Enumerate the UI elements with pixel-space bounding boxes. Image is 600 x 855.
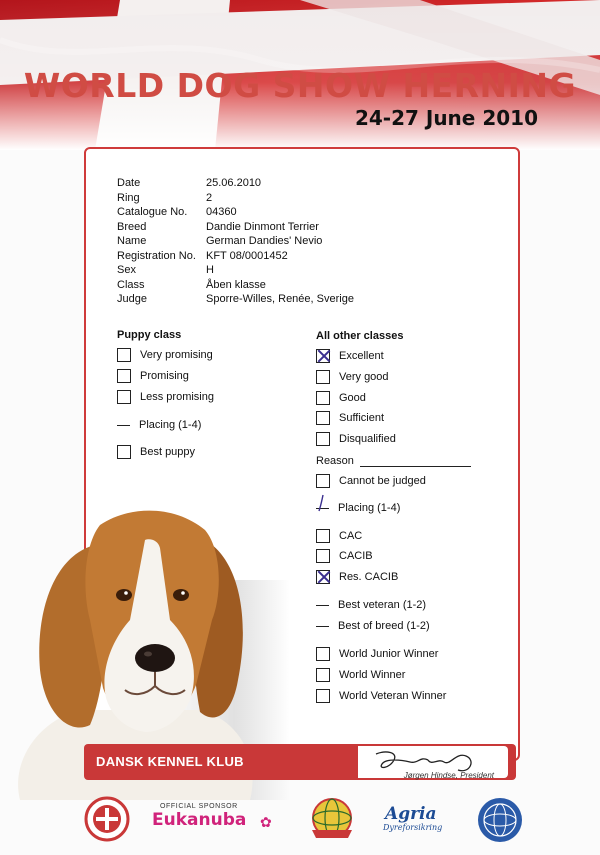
option-label: World Veteran Winner <box>339 690 447 702</box>
detail-row-breed <box>117 220 354 235</box>
placing-line[interactable] <box>316 508 329 509</box>
checkbox[interactable] <box>117 369 131 383</box>
option-label: Best of breed (1-2) <box>338 620 430 632</box>
option-very-promising[interactable] <box>117 348 213 362</box>
puppy-class-title: Puppy class <box>117 329 182 341</box>
placing-line[interactable] <box>316 626 329 627</box>
agria-subtitle: Dyreforsikring <box>383 823 443 832</box>
checkbox[interactable] <box>316 474 330 488</box>
detail-value: German Dandies' Nevio <box>206 235 323 247</box>
agria-logo: Agria <box>385 804 437 824</box>
club-name: DANSK KENNEL KLUB <box>96 754 244 769</box>
checkbox[interactable] <box>117 445 131 459</box>
option-label: CACIB <box>339 550 373 562</box>
detail-value: Sporre-Willes, Renée, Sverige <box>206 293 354 305</box>
detail-row-class <box>117 278 354 293</box>
signature-area <box>358 746 508 778</box>
checkbox[interactable] <box>316 370 330 384</box>
detail-row-registration <box>117 249 354 264</box>
grade-disqualified[interactable] <box>316 432 396 446</box>
detail-label: Ring <box>117 191 140 204</box>
checkbox[interactable] <box>117 390 131 404</box>
placing-line[interactable] <box>117 425 130 426</box>
option-label: Cannot be judged <box>339 475 426 487</box>
option-label: Res. CACIB <box>339 571 399 583</box>
detail-row-name <box>117 234 354 249</box>
detail-value: 2 <box>206 191 213 204</box>
option-cacib[interactable] <box>316 549 373 563</box>
dkk-seal-icon <box>84 796 130 842</box>
detail-value: 25.06.2010 <box>206 177 262 189</box>
detail-row-sex <box>117 263 354 278</box>
show-title: WORLD DOG SHOW HERNING <box>23 66 577 105</box>
checkbox[interactable] <box>316 411 330 425</box>
eukanuba-logo: Eukanuba <box>152 810 247 830</box>
checkbox[interactable] <box>316 647 330 661</box>
grade-very-good[interactable] <box>316 370 389 384</box>
grade-sufficient[interactable] <box>316 411 384 425</box>
option-world-junior-winner[interactable] <box>316 647 438 661</box>
signatory-name: Jørgen Hindse, President <box>403 771 494 780</box>
details-table <box>117 176 354 307</box>
option-label: CAC <box>339 530 363 542</box>
option-cannot-be-judged[interactable] <box>316 474 426 488</box>
detail-label: Catalogue No. <box>117 206 188 218</box>
checkbox-checked[interactable] <box>316 570 330 584</box>
detail-label: Date <box>117 177 141 189</box>
option-world-veteran-winner[interactable] <box>316 689 446 703</box>
option-best-puppy[interactable] <box>117 445 195 459</box>
placing-label: Placing (1-4) <box>139 419 202 431</box>
checkbox[interactable] <box>117 348 131 362</box>
detail-value: Åben klasse <box>206 278 266 291</box>
option-promising[interactable] <box>117 369 189 383</box>
detail-label: Name <box>117 235 147 247</box>
option-label: Promising <box>140 370 189 382</box>
detail-value: KFT 08/0001452 <box>206 249 288 262</box>
detail-label: Registration No. <box>117 249 196 262</box>
grade-excellent[interactable] <box>316 349 384 363</box>
detail-row-judge <box>117 292 354 307</box>
option-label: Excellent <box>339 350 384 362</box>
checkbox[interactable] <box>316 391 330 405</box>
detail-value: H <box>206 264 214 276</box>
option-label: Disqualified <box>339 433 396 445</box>
detail-label: Class <box>117 278 145 291</box>
option-label: Less promising <box>140 391 214 403</box>
option-cac[interactable] <box>316 529 362 543</box>
option-label: Best veteran (1-2) <box>338 599 427 611</box>
reason-input-line[interactable] <box>360 456 471 467</box>
best-of-breed[interactable] <box>316 620 430 632</box>
checkbox[interactable] <box>316 529 330 543</box>
option-label: Sufficient <box>339 412 385 424</box>
other-classes-title: All other classes <box>316 330 404 342</box>
option-label: Good <box>339 392 366 404</box>
sponsor-strip <box>0 790 600 850</box>
detail-value: 04360 <box>206 206 237 218</box>
club-footer-bar <box>84 744 516 780</box>
handwritten-placing-mark <box>315 494 329 512</box>
detail-label: Sex <box>117 264 136 276</box>
option-label: World Winner <box>339 669 406 681</box>
checkbox[interactable] <box>316 689 330 703</box>
other-placing[interactable] <box>316 502 400 514</box>
checkbox-checked[interactable] <box>316 349 330 363</box>
fci-emblem-icon <box>476 796 524 844</box>
detail-label: Breed <box>117 220 147 233</box>
placing-label: Placing (1-4) <box>338 502 401 514</box>
reason-label: Reason <box>316 455 354 467</box>
world-dog-show-globe-icon <box>306 794 358 844</box>
official-sponsor-label: OFFICIAL SPONSOR <box>160 803 238 810</box>
show-date-range: 24-27 June 2010 <box>354 106 538 130</box>
grade-good[interactable] <box>316 391 366 405</box>
best-veteran[interactable] <box>316 599 426 611</box>
option-res-cacib[interactable] <box>316 570 398 584</box>
placing-line[interactable] <box>316 605 329 606</box>
detail-label: Judge <box>117 293 147 305</box>
detail-row-catalogue <box>117 205 354 220</box>
option-label: Very promising <box>140 349 213 361</box>
reason-field[interactable] <box>316 455 471 467</box>
detail-row-date <box>117 176 354 191</box>
option-label: World Junior Winner <box>339 648 439 660</box>
checkbox[interactable] <box>316 668 330 682</box>
checkbox[interactable] <box>316 432 330 446</box>
checkbox[interactable] <box>316 549 330 563</box>
detail-value: Dandie Dinmont Terrier <box>206 220 319 233</box>
option-label: Best puppy <box>140 446 196 458</box>
option-label: Very good <box>339 371 389 383</box>
puppy-placing[interactable] <box>117 419 201 431</box>
detail-row-ring <box>117 191 354 206</box>
option-less-promising[interactable] <box>117 390 214 404</box>
option-world-winner[interactable] <box>316 668 405 682</box>
paw-icon: ✿ <box>260 814 272 830</box>
